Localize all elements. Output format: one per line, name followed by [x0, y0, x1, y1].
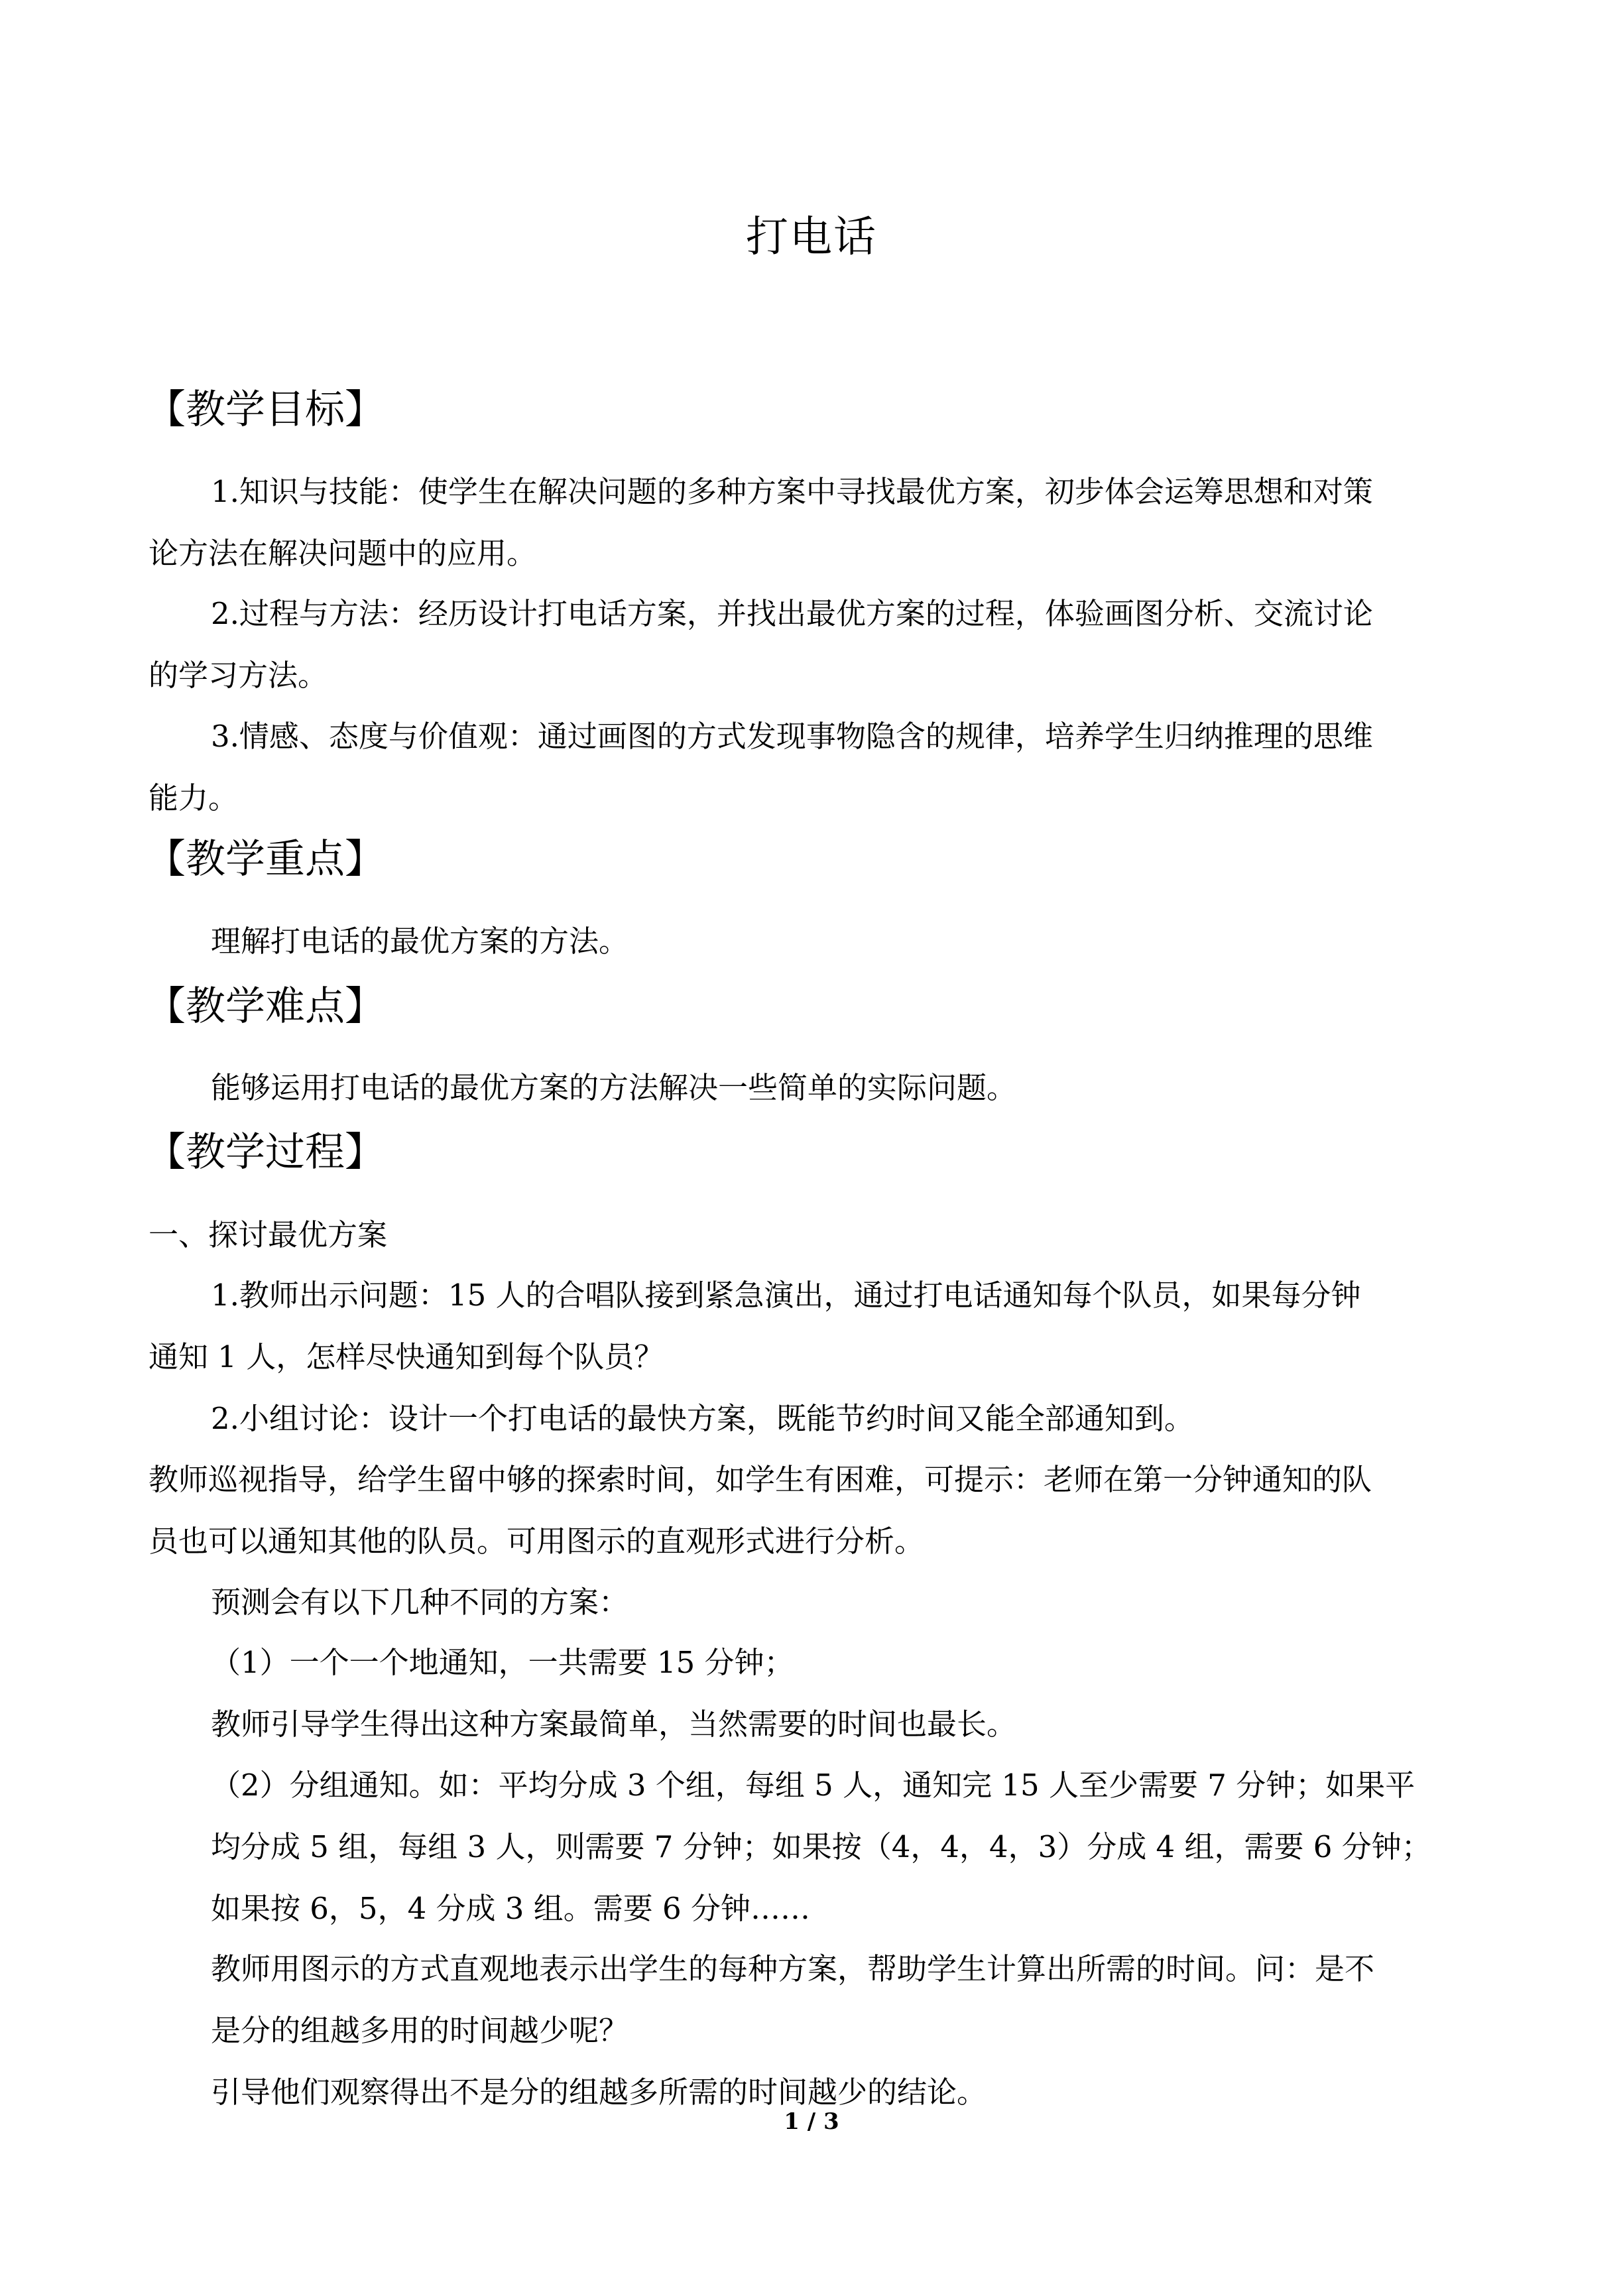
process-p1-line-1: 1.教师出示问题：15 人的合唱队接到紧急演出，通过打电话通知每个队员，如果每分钟: [211, 1278, 1361, 1313]
process-subheading-1: 一、探讨最优方案: [149, 1217, 388, 1252]
process-p6-line-1: 教师引导学生得出这种方案最简单，当然需要的时间也最长。: [211, 1707, 1017, 1742]
process-p7-line-2: 均分成 5 组，每组 3 人，则需要 7 分钟；如果按（4，4，4，3）分成 4 组，需要 6 分钟；: [211, 1829, 1431, 1864]
process-p7-line-3: 如果按 6，5，4 分成 3 组。需要 6 分钟……: [211, 1891, 810, 1926]
process-p7-line-1: （2）分组通知。如：平均分成 3 个组，每组 5 人，通知完 15 人至少需要 7 分钟；如果平: [211, 1768, 1415, 1803]
objective-3-line-2: 能力。: [149, 780, 239, 816]
section-heading-process: 【教学过程】: [146, 1129, 385, 1176]
process-p3-line-1: 教师巡视指导，给学生留中够的探索时间，如学生有困难，可提示：老师在第一分钟通知的队: [149, 1462, 1372, 1497]
process-p2-line-1: 2.小组讨论：设计一个打电话的最快方案，既能节约时间又能全部通知到。: [211, 1401, 1194, 1436]
process-p8-line-1: 教师用图示的方式直观地表示出学生的每种方案，帮助学生计算出所需的时间。问：是不: [211, 1951, 1375, 1986]
objective-2-line-2: 的学习方法。: [149, 658, 328, 693]
process-p4-line-1: 预测会有以下几种不同的方案：: [211, 1585, 629, 1620]
objective-1-line-1: 1.知识与技能：使学生在解决问题的多种方案中寻找最优方案，初步体会运筹思想和对策: [211, 474, 1373, 509]
process-p3-line-2: 员也可以通知其他的队员。可用图示的直观形式进行分析。: [149, 1524, 925, 1559]
objective-2-line-1: 2.过程与方法：经历设计打电话方案，并找出最优方案的过程，体验画图分析、交流讨论: [211, 596, 1373, 631]
section-heading-objectives: 【教学目标】: [146, 387, 385, 433]
section-heading-difficulties: 【教学难点】: [146, 983, 385, 1030]
difficulty-line: 能够运用打电话的最优方案的方法解决一些简单的实际问题。: [211, 1070, 1017, 1105]
process-p5-line-1: （1）一个一个地通知，一共需要 15 分钟；: [211, 1645, 794, 1680]
document-title: 打电话: [746, 213, 877, 262]
objective-3-line-1: 3.情感、态度与价值观：通过画图的方式发现事物隐含的规律，培养学生归纳推理的思维: [211, 719, 1373, 754]
section-heading-key-points: 【教学重点】: [146, 836, 385, 882]
process-p1-line-2: 通知 1 人，怎样尽快通知到每个队员？: [149, 1339, 664, 1374]
page-number: 1 / 3: [784, 2108, 839, 2135]
process-p8-line-2: 是分的组越多用的时间越少呢？: [211, 2013, 629, 2048]
key-point-line: 理解打电话的最优方案的方法。: [211, 924, 629, 959]
process-p9-line-1: 引导他们观察得出不是分的组越多所需的时间越少的结论。: [211, 2075, 987, 2110]
objective-1-line-2: 论方法在解决问题中的应用。: [149, 536, 537, 571]
